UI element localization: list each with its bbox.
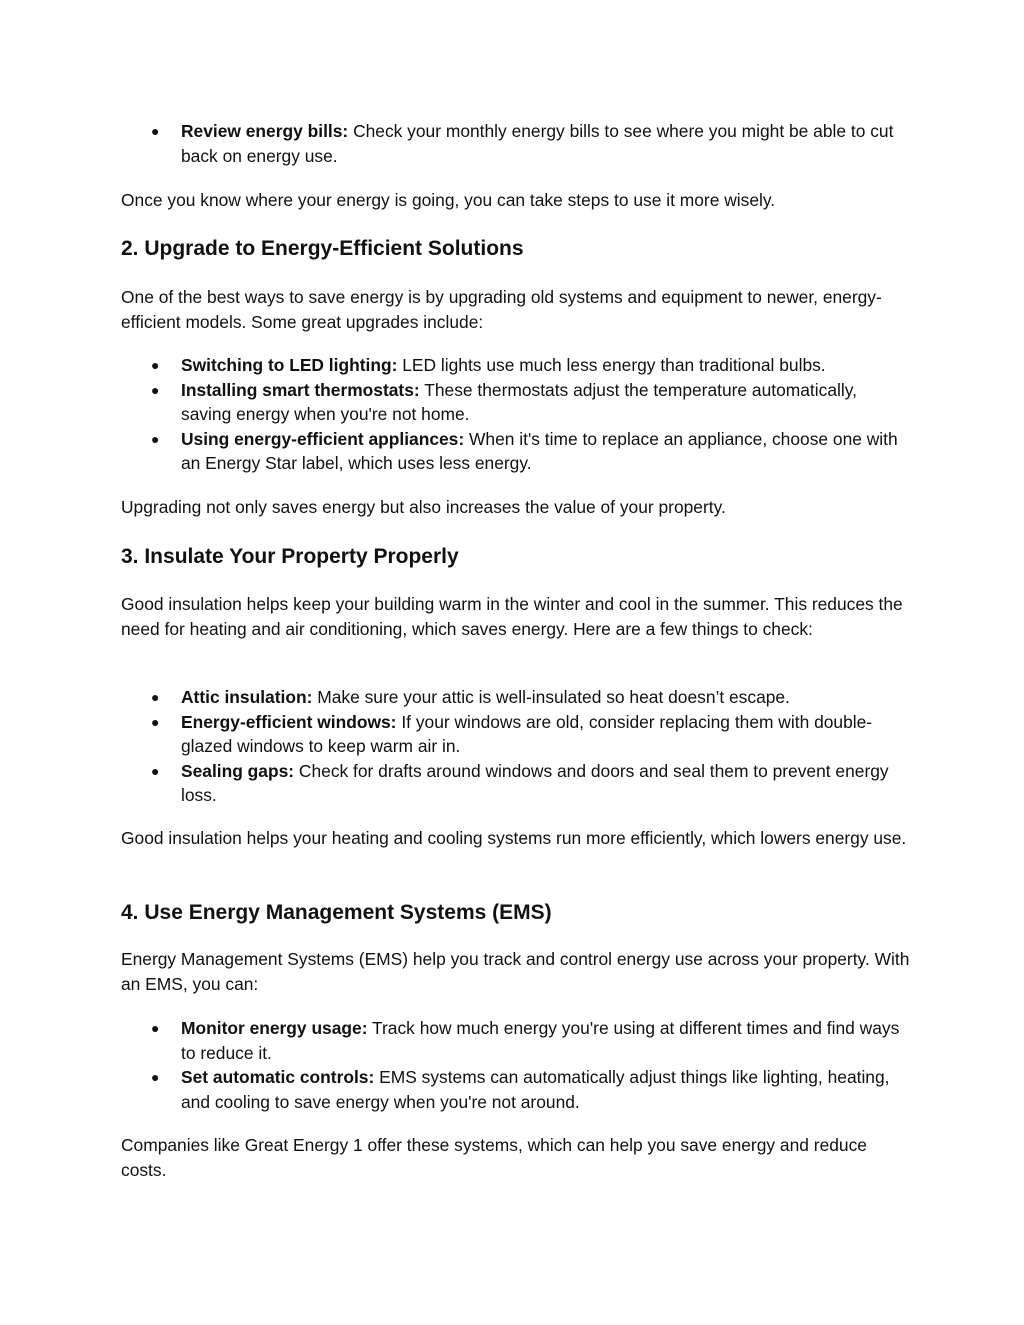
paragraph: One of the best ways to save energy is by upgrading old systems and equipment to newer, energy-efficient models. Some great upgrades include: <box>121 287 882 332</box>
list-item <box>121 119 911 168</box>
list-item-term: Sealing gaps: <box>181 760 295 781</box>
list-item-term: Monitor energy usage: <box>181 1018 368 1038</box>
list-item-term: Review energy bills: <box>181 121 349 141</box>
bullet-list <box>121 119 911 168</box>
bullet-icon: ● <box>151 1069 160 1085</box>
list-item-desc: EMS systems can automatically adjust things like lighting, heating, and cooling to save energy when you're not around. <box>181 1067 890 1112</box>
paragraph: Once you know where your energy is going, you can take steps to use it more wisely. <box>121 190 776 210</box>
list-item-desc: Check your monthly energy bills to see where you might be able to cut back on energy use. <box>181 121 894 166</box>
list-item-term: Energy-efficient windows: <box>181 711 397 732</box>
bullet-icon: ● <box>151 1020 160 1036</box>
list-item <box>121 353 911 378</box>
paragraph: Energy Management Systems (EMS) help you track and control energy use across your property. With an EMS, you can: <box>121 949 910 994</box>
bullet-icon: ● <box>151 689 160 705</box>
bullet-list <box>121 1016 911 1114</box>
list-item <box>121 759 911 808</box>
list-item-desc: LED lights use much less energy than traditional bulbs. <box>402 355 826 375</box>
list-item-term: Set automatic controls: <box>181 1067 375 1087</box>
list-item-desc: When it's time to replace an appliance, choose one with an Energy Star label, which uses less energy. <box>181 428 898 473</box>
list-item-desc: Track how much energy you're using at different times and find ways to reduce it. <box>181 1018 900 1063</box>
bullet-list <box>121 685 911 808</box>
bullet-icon: ● <box>151 762 160 779</box>
list-item <box>121 685 911 710</box>
list-item-term: Installing smart thermostats: <box>181 379 420 400</box>
list-item-term: Attic insulation: <box>181 687 313 707</box>
list-item-desc: Make sure your attic is well-insulated so heat doesn’t escape. <box>317 687 790 707</box>
list-item <box>121 710 911 759</box>
bullet-list <box>121 353 911 476</box>
paragraph: Good insulation helps keep your building warm in the winter and cool in the summer. This reduces the need for heating and air conditioning, which saves energy. Here are a few things to check: <box>121 594 903 639</box>
list-item <box>121 1065 911 1114</box>
bullet-icon: ● <box>151 713 160 730</box>
bullet-icon: ● <box>151 357 160 373</box>
list-item <box>121 1016 911 1065</box>
bullet-icon: ● <box>151 123 160 139</box>
paragraph: Upgrading not only saves energy but also increases the value of your property. <box>121 497 726 517</box>
list-item-desc: If your windows are old, consider replacing them with double-glazed windows to keep warm air in. <box>181 711 873 756</box>
paragraph: Good insulation helps your heating and cooling systems run more efficiently, which lowers energy use. <box>121 828 907 848</box>
section-heading: 2. Upgrade to Energy-Efficient Solutions <box>121 237 524 260</box>
list-item <box>121 427 911 476</box>
list-item-term: Using energy-efficient appliances: <box>181 428 465 449</box>
bullet-icon: ● <box>151 381 160 398</box>
section-heading: 3. Insulate Your Property Properly <box>121 545 459 568</box>
list-item <box>121 378 911 427</box>
list-item-desc: Check for drafts around windows and doors and seal them to prevent energy loss. <box>181 760 889 805</box>
paragraph: Companies like Great Energy 1 offer these systems, which can help you save energy and reduce costs. <box>121 1135 867 1180</box>
section-heading: 4. Use Energy Management Systems (EMS) <box>121 901 552 924</box>
list-item-desc: These thermostats adjust the temperature automatically, saving energy when you're not home. <box>181 379 857 424</box>
list-item-term: Switching to LED lighting: <box>181 355 398 375</box>
bullet-icon: ● <box>151 430 160 447</box>
